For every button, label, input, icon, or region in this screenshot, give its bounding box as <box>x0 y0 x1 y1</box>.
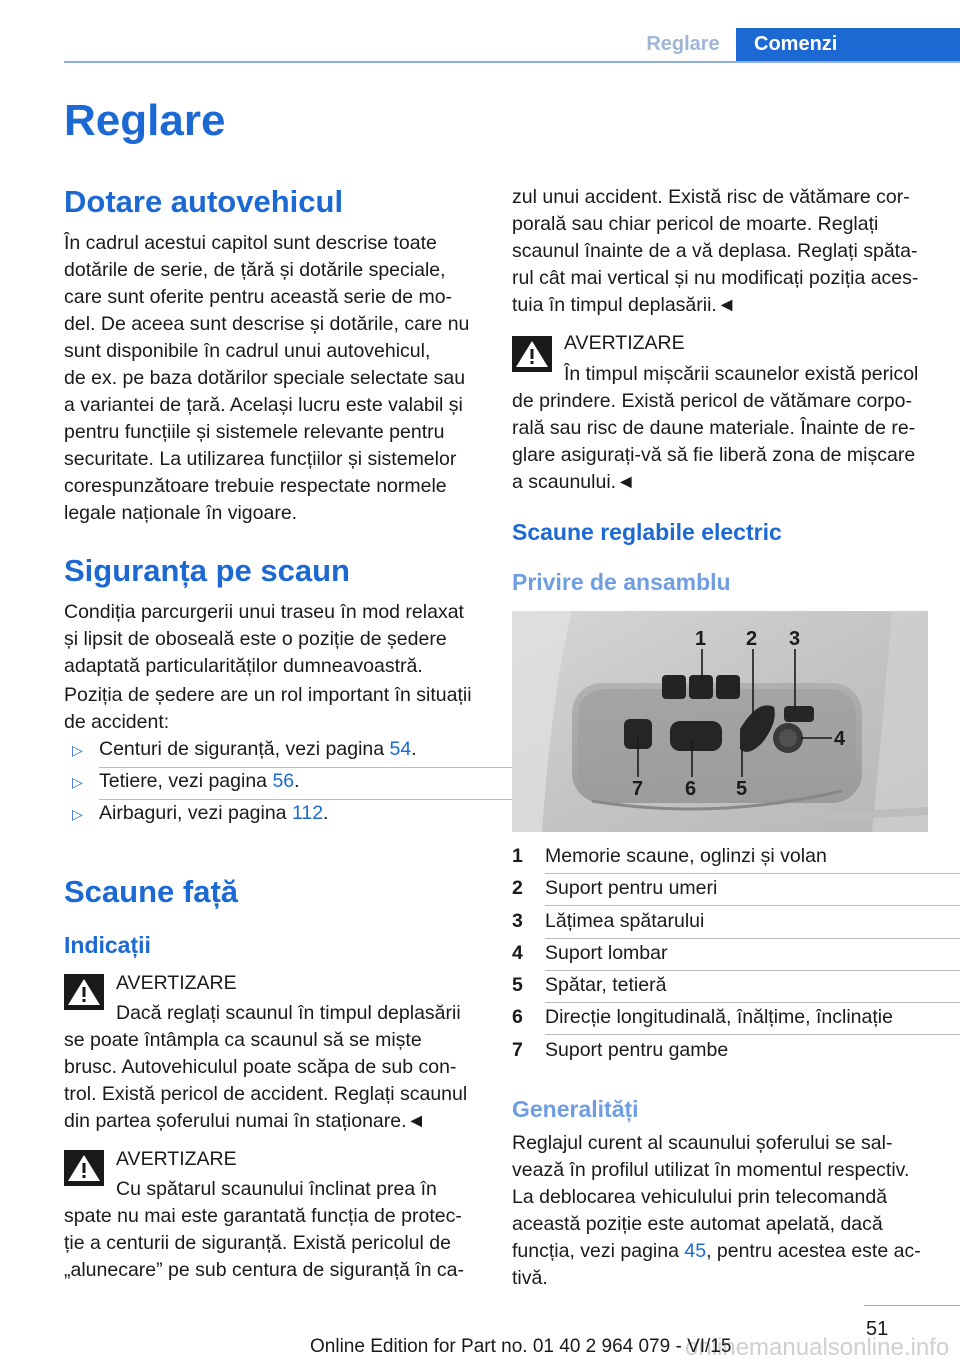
text-line: scaunul înainte de a vă deplasa. Reglați spăta- <box>512 240 918 262</box>
paragraph-siguranta-1 <box>64 599 484 680</box>
divider <box>545 873 960 874</box>
paragraph-siguranta-2 <box>64 682 484 736</box>
legend-number: 3 <box>512 909 523 932</box>
callout-label-2: 2 <box>746 628 758 650</box>
callout-label-7: 7 <box>632 778 644 800</box>
legend-text: Memorie scaune, oglinzi și volan <box>545 845 827 867</box>
list-item <box>64 736 484 768</box>
heading-scaune-reglabile: Scaune reglabile electric <box>512 519 782 545</box>
legend-number: 7 <box>512 1038 523 1061</box>
text-line: de prindere. Există pericol de vătămare corpo- <box>512 390 912 412</box>
legend-text: Suport pentru umeri <box>545 877 718 900</box>
heading-privire-ansamblu: Privire de ansamblu <box>512 569 731 595</box>
text-line: „alunecare” pe sub centura de siguranță în ca- <box>64 1259 464 1281</box>
bullet-text: Tetiere, vezi pagina <box>99 770 273 792</box>
header-divider <box>64 61 960 63</box>
warning-first-line: Dacă reglați scaunul în timpul deplasării <box>116 1002 461 1024</box>
text-line: și lipsit de oboseală este o poziție de ședere <box>64 628 447 650</box>
header-tab-comenzi[interactable]: Comenzi <box>736 28 960 61</box>
paragraph-generalitati <box>512 1130 932 1292</box>
triangle-bullet-icon: ▷ <box>72 806 83 822</box>
list-item <box>512 908 932 940</box>
text-line: a scaunului.◄ <box>512 471 636 493</box>
text-line: Condiția parcurgerii unui traseu în mod relaxat <box>64 601 464 623</box>
divider <box>545 1002 960 1003</box>
warning-triangle-icon <box>64 1150 104 1186</box>
callout-label-6: 6 <box>685 778 697 800</box>
warning-triangle-icon <box>64 974 104 1010</box>
legend-number: 6 <box>512 1006 523 1029</box>
page-link[interactable]: 54 <box>389 738 412 760</box>
page-link[interactable]: 56 <box>272 770 295 792</box>
callout-label-1: 1 <box>695 628 707 650</box>
header-tab-reglare[interactable]: Reglare <box>646 33 720 55</box>
warning-triangle-icon <box>512 336 552 372</box>
text-line: de accident: <box>64 711 170 733</box>
text-line: tivă. <box>512 1267 548 1289</box>
heading-generalitati: Generalități <box>512 1096 639 1122</box>
text-line: tuia în timpul deplasării.◄ <box>512 294 737 316</box>
text-line: care sunt oferite pentru această serie de mo- <box>64 286 453 308</box>
paragraph-dotare <box>64 230 484 527</box>
heading-siguranta-scaun: Siguranța pe scaun <box>64 553 350 588</box>
warning-label: AVERTIZARE <box>116 972 237 994</box>
text-line: ție a centurii de siguranță. Există pericolul de <box>64 1232 451 1254</box>
watermark: onlinemanualsonline.info <box>685 1334 950 1361</box>
list-item <box>512 972 932 1004</box>
text-line: rul cât mai vertical și nu modificați poziția aces- <box>512 267 919 289</box>
warning-label: AVERTIZARE <box>116 1148 237 1170</box>
text-line: zul unui accident. Există risc de vătămare cor- <box>512 186 910 208</box>
list-item <box>512 1037 932 1069</box>
warning-continuation <box>512 184 932 319</box>
warning-text <box>64 1027 484 1135</box>
warning-text <box>64 1203 484 1284</box>
heading-dotare-autovehicul: Dotare autovehicul <box>64 184 344 219</box>
text-line: dotările de serie, de țără și dotările speciale, <box>64 259 446 281</box>
text-line: sunt disponibile în cadrul unui autovehicul, <box>64 340 431 362</box>
legend-number: 4 <box>512 941 523 964</box>
legend-text: Suport lombar <box>545 941 668 964</box>
text-line: securitate. La utilizarea funcțiilor și sistemelor <box>64 448 457 470</box>
text-line: trol. Există pericol de accident. Reglați scaunul <box>64 1083 468 1105</box>
page-header <box>0 0 960 62</box>
footer-divider <box>864 1305 960 1306</box>
page-link[interactable]: 45 <box>684 1240 707 1262</box>
text-line: La deblocarea vehiculului prin telecomandă <box>512 1186 888 1208</box>
list-item <box>64 768 484 800</box>
page-title: Reglare <box>64 96 226 145</box>
text-line: din partea șoferului numai în staționare.◄ <box>64 1110 426 1132</box>
legend-text: Suport pentru gambe <box>545 1038 729 1061</box>
text-line: În cadrul acestui capitol sunt descrise toate <box>64 232 437 254</box>
heading-scaune-fata: Scaune față <box>64 874 239 909</box>
text-line: legale naționale în vigoare. <box>64 502 298 524</box>
photo-legend-list <box>512 843 932 1069</box>
divider <box>545 970 960 971</box>
text-line: del. De aceea sunt descrise și dotările, care nu <box>64 313 470 335</box>
text-line: adaptată particularităților dumneavoastră. <box>64 655 423 677</box>
warning-first-line: În timpul mișcării scaunelor există pericol <box>564 363 919 385</box>
list-item <box>64 800 484 832</box>
bullet-tail: . <box>411 738 417 760</box>
text-line: Reglajul curent al scaunului șoferului se sal- <box>512 1132 893 1154</box>
bullet-tail: . <box>323 802 329 824</box>
callout-label-4: 4 <box>834 728 846 750</box>
legend-number: 2 <box>512 877 523 900</box>
divider <box>545 905 960 906</box>
text-line: Poziția de ședere are un rol important în situații <box>64 684 472 706</box>
edition-footer: Online Edition for Part no. 01 40 2 964 079 - VI/15 <box>310 1336 732 1357</box>
text-line: această poziție este automat apelată, dacă <box>512 1213 883 1235</box>
triangle-bullet-icon: ▷ <box>72 774 83 790</box>
list-item <box>512 1004 932 1036</box>
text-line: spate nu mai este garantată funcția de protec- <box>64 1205 462 1227</box>
divider <box>545 938 960 939</box>
legend-text: Direcție longitudinală, înălțime, înclinație <box>545 1006 893 1029</box>
legend-text: Lățimea spătarului <box>545 909 705 932</box>
divider <box>545 1034 960 1035</box>
triangle-bullet-icon: ▷ <box>72 742 83 758</box>
text-line: porală sau chiar pericol de moarte. Reglați <box>512 213 879 235</box>
page-number: 51 <box>866 1318 889 1340</box>
warning-label: AVERTIZARE <box>564 332 685 354</box>
reference-bullet-list <box>64 736 484 832</box>
text-line: funcția, vezi pagina 45, pentru acestea este ac- <box>512 1240 921 1262</box>
seat-controls-photo <box>512 611 928 832</box>
list-item <box>512 875 932 907</box>
text-line: se poate întâmpla ca scaunul să se miște <box>64 1029 422 1051</box>
text-line: pentru funcțiile și sistemele relevante pentru <box>64 421 445 443</box>
list-item <box>512 843 932 875</box>
legend-number: 5 <box>512 974 523 997</box>
text-line: vează în profilul utilizat în momentul respectiv. <box>512 1159 910 1181</box>
list-item <box>512 940 932 972</box>
legend-text: Spătar, tetieră <box>545 974 667 997</box>
page-link[interactable]: 112 <box>291 802 324 824</box>
text-line: glare asigurați-vă să fie liberă zona de mișcare <box>512 444 916 466</box>
text-line: corespunzătoare trebuie respectate normele <box>64 475 447 497</box>
warning-text <box>512 388 932 496</box>
bullet-text: Centuri de siguranță, vezi pagina <box>99 738 390 760</box>
text-line: a variantei de țară. Același lucru este valabil și <box>64 394 463 416</box>
legend-number: 1 <box>512 845 523 867</box>
heading-indicatii: Indicații <box>64 932 151 958</box>
bullet-tail: . <box>294 770 300 792</box>
callout-label-5: 5 <box>736 778 748 800</box>
text-line: de ex. pe baza dotărilor speciale selectate sau <box>64 367 466 389</box>
callout-label-3: 3 <box>789 628 801 650</box>
warning-first-line: Cu spătarul scaunului înclinat prea în <box>116 1178 437 1200</box>
bullet-text: Airbaguri, vezi pagina <box>99 802 292 824</box>
text-line: rală sau risc de daune materiale. Înainte de re- <box>512 417 916 439</box>
text-line: brusc. Autovehiculul poate scăpa de sub con- <box>64 1056 457 1078</box>
